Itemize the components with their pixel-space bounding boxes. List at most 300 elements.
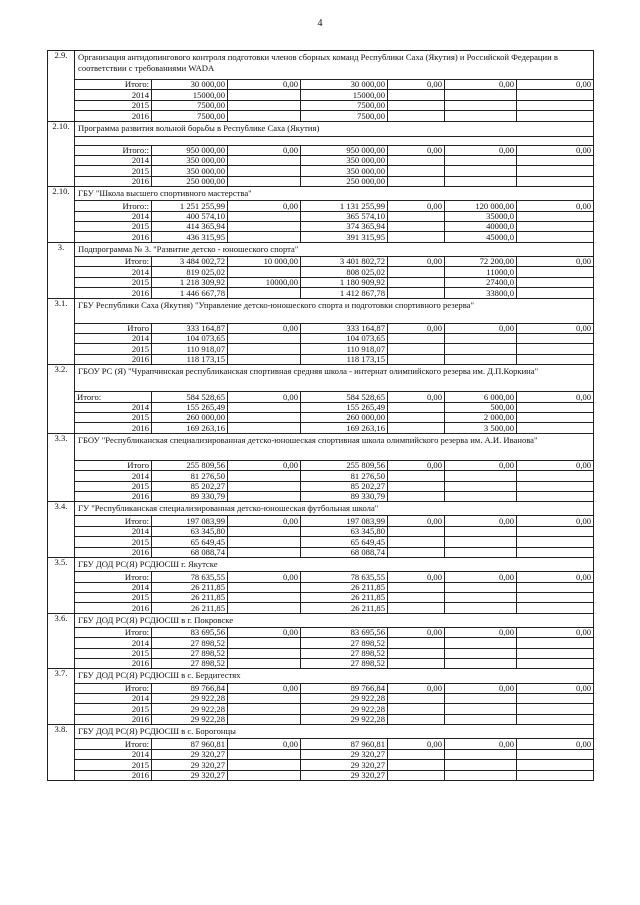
amount-cell-c5: [445, 481, 517, 491]
amount-cell-c2: [228, 222, 301, 232]
amount-cell-c1: 414 365,94: [152, 222, 228, 232]
amount-cell-c1: 83 695,56: [152, 627, 228, 637]
amount-cell-c3: 78 635,55: [301, 572, 388, 582]
total-label: Итого:: [75, 392, 152, 402]
amount-cell-c3: 29 922,28: [301, 694, 388, 704]
section-header-row: [48, 51, 594, 80]
amount-cell-c2: [228, 166, 301, 176]
year-label: 2015: [75, 704, 152, 714]
year-row: [48, 694, 594, 704]
amount-cell-c6: [517, 659, 594, 669]
amount-cell-c3: 27 898,52: [301, 659, 388, 669]
amount-cell-c1: 30 000,00: [152, 80, 228, 90]
amount-cell-c3: 808 025,02: [301, 267, 388, 277]
amount-cell-c5: [445, 704, 517, 714]
amount-cell-c3: 3 401 802,72: [301, 257, 388, 267]
amount-cell-c3: 63 345,80: [301, 526, 388, 536]
amount-cell-c2: [228, 638, 301, 648]
amount-cell-c5: [445, 166, 517, 176]
total-label: Итого: [75, 323, 152, 333]
amount-cell-c4: [388, 547, 445, 557]
amount-cell-c5: [445, 694, 517, 704]
amount-cell-c5: 0,00: [445, 80, 517, 90]
year-label: 2014: [75, 333, 152, 343]
amount-cell-c1: 350 000,00: [152, 166, 228, 176]
amount-cell-c5: 72 200,00: [445, 257, 517, 267]
year-label: 2015: [75, 344, 152, 354]
amount-cell-c6: [517, 176, 594, 186]
amount-cell-c2: [228, 471, 301, 481]
amount-cell-c3: 104 073,65: [301, 333, 388, 343]
year-row: [48, 481, 594, 491]
amount-cell-c5: 0,00: [445, 516, 517, 526]
amount-cell-c6: [517, 277, 594, 287]
year-label: 2014: [75, 90, 152, 100]
amount-cell-c4: [388, 704, 445, 714]
amount-cell-c2: 0,00: [228, 683, 301, 693]
year-label: 2016: [75, 659, 152, 669]
amount-cell-c2: [228, 481, 301, 491]
amount-cell-c5: [445, 547, 517, 557]
year-row: [48, 333, 594, 343]
amount-cell-c4: 0,00: [388, 323, 445, 333]
amount-cell-c6: [517, 211, 594, 221]
total-label: Итого:: [75, 516, 152, 526]
amount-cell-c1: 155 265,49: [152, 402, 228, 412]
amount-cell-c2: 0,00: [228, 739, 301, 749]
amount-cell-c1: 400 574,10: [152, 211, 228, 221]
amount-cell-c4: 0,00: [388, 739, 445, 749]
amount-cell-c5: 0,00: [445, 323, 517, 333]
amount-cell-c3: 584 528,65: [301, 392, 388, 402]
amount-cell-c6: [517, 760, 594, 770]
year-row: [48, 344, 594, 354]
amount-cell-c5: 6 000,00: [445, 392, 517, 402]
amount-cell-c2: [228, 659, 301, 669]
amount-cell-c2: [228, 603, 301, 613]
section-title: Подпрограмма № 3. "Развитие детско - юношеского спорта": [75, 242, 594, 256]
amount-cell-c5: [445, 176, 517, 186]
amount-cell-c3: 26 211,85: [301, 603, 388, 613]
amount-cell-c2: [228, 770, 301, 780]
amount-cell-c3: 15000,00: [301, 90, 388, 100]
year-label: 2015: [75, 222, 152, 232]
amount-cell-c6: [517, 402, 594, 412]
amount-cell-c4: 0,00: [388, 257, 445, 267]
amount-cell-c1: 65 649,45: [152, 537, 228, 547]
amount-cell-c3: 391 315,95: [301, 232, 388, 242]
year-label: 2014: [75, 471, 152, 481]
amount-cell-c5: [445, 491, 517, 501]
amount-cell-c5: 40000,0: [445, 222, 517, 232]
year-label: 2016: [75, 232, 152, 242]
year-label: 2015: [75, 166, 152, 176]
year-label: 2016: [75, 423, 152, 433]
year-row: [48, 90, 594, 100]
amount-cell-c3: 26 211,85: [301, 582, 388, 592]
amount-cell-c1: 29 922,28: [152, 704, 228, 714]
amount-cell-c4: [388, 232, 445, 242]
amount-cell-c4: [388, 592, 445, 602]
amount-cell-c6: [517, 749, 594, 759]
total-row: [48, 201, 594, 211]
year-label: 2014: [75, 267, 152, 277]
amount-cell-c2: 0,00: [228, 392, 301, 402]
amount-cell-c4: 0,00: [388, 80, 445, 90]
amount-cell-c6: [517, 354, 594, 364]
total-row: [48, 627, 594, 637]
year-label: 2016: [75, 288, 152, 298]
amount-cell-c5: 500,00: [445, 402, 517, 412]
section-code: 2.10.: [48, 187, 75, 243]
amount-cell-c3: 255 809,56: [301, 460, 388, 470]
year-row: [48, 176, 594, 186]
amount-cell-c6: [517, 592, 594, 602]
amount-cell-c3: 110 918,07: [301, 344, 388, 354]
amount-cell-c6: [517, 714, 594, 724]
total-label: Итого:: [75, 80, 152, 90]
amount-cell-c5: [445, 603, 517, 613]
amount-cell-c6: 0,00: [517, 145, 594, 155]
amount-cell-c2: [228, 547, 301, 557]
amount-cell-c5: [445, 471, 517, 481]
amount-cell-c3: 118 173,15: [301, 354, 388, 364]
amount-cell-c3: 155 265,49: [301, 402, 388, 412]
amount-cell-c5: [445, 648, 517, 658]
amount-cell-c5: [445, 760, 517, 770]
amount-cell-c6: 0,00: [517, 627, 594, 637]
amount-cell-c6: [517, 526, 594, 536]
amount-cell-c5: [445, 537, 517, 547]
amount-cell-c6: [517, 412, 594, 422]
amount-cell-c1: 255 809,56: [152, 460, 228, 470]
amount-cell-c1: 7500,00: [152, 111, 228, 121]
amount-cell-c4: [388, 222, 445, 232]
amount-cell-c4: [388, 176, 445, 186]
amount-cell-c1: 27 898,52: [152, 648, 228, 658]
year-label: 2015: [75, 277, 152, 287]
year-label: 2015: [75, 481, 152, 491]
amount-cell-c6: [517, 638, 594, 648]
amount-cell-c6: [517, 547, 594, 557]
section-title: ГБУ ДОД РС(Я) РСДЮСШ в г. Покровске: [75, 613, 594, 627]
section-header-row: [48, 502, 594, 516]
amount-cell-c4: [388, 333, 445, 343]
amount-cell-c1: 819 025,02: [152, 267, 228, 277]
year-row: [48, 211, 594, 221]
section-code: 3.8.: [48, 725, 75, 781]
spacer-cell: [75, 136, 594, 145]
amount-cell-c3: 350 000,00: [301, 166, 388, 176]
amount-cell-c4: 0,00: [388, 683, 445, 693]
year-label: 2014: [75, 211, 152, 221]
amount-cell-c4: 0,00: [388, 201, 445, 211]
year-label: 2015: [75, 100, 152, 110]
amount-cell-c4: 0,00: [388, 460, 445, 470]
total-row: [48, 683, 594, 693]
amount-cell-c2: [228, 333, 301, 343]
amount-cell-c6: [517, 481, 594, 491]
amount-cell-c3: 250 000,00: [301, 176, 388, 186]
amount-cell-c6: 0,00: [517, 460, 594, 470]
amount-cell-c6: [517, 333, 594, 343]
year-label: 2014: [75, 694, 152, 704]
year-label: 2016: [75, 491, 152, 501]
total-label: Итого:: [75, 257, 152, 267]
section-header-row: [48, 433, 594, 460]
amount-cell-c4: 0,00: [388, 627, 445, 637]
year-row: [48, 354, 594, 364]
section-code: 2.10.: [48, 121, 75, 187]
year-row: [48, 603, 594, 613]
amount-cell-c2: [228, 100, 301, 110]
amount-cell-c6: [517, 267, 594, 277]
amount-cell-c1: 333 164,87: [152, 323, 228, 333]
amount-cell-c2: 0,00: [228, 516, 301, 526]
amount-cell-c4: [388, 770, 445, 780]
amount-cell-c4: [388, 277, 445, 287]
amount-cell-c6: 0,00: [517, 572, 594, 582]
amount-cell-c3: 27 898,52: [301, 638, 388, 648]
amount-cell-c3: 29 922,28: [301, 704, 388, 714]
amount-cell-c1: 78 635,55: [152, 572, 228, 582]
amount-cell-c4: [388, 714, 445, 724]
amount-cell-c4: [388, 648, 445, 658]
amount-cell-c2: [228, 232, 301, 242]
year-row: [48, 471, 594, 481]
section-title: ГБУ ДОД РС(Я) РСДЮСШ г. Якутске: [75, 558, 594, 572]
amount-cell-c5: 0,00: [445, 460, 517, 470]
total-label: Итого:: [75, 572, 152, 582]
total-row: [48, 460, 594, 470]
amount-cell-c2: 0,00: [228, 460, 301, 470]
amount-cell-c3: 1 131 255,99: [301, 201, 388, 211]
amount-cell-c1: 104 073,65: [152, 333, 228, 343]
page-number: 4: [317, 18, 323, 29]
amount-cell-c2: [228, 267, 301, 277]
amount-cell-c1: 7500,00: [152, 100, 228, 110]
amount-cell-c2: [228, 288, 301, 298]
total-label: Итого::: [75, 145, 152, 155]
amount-cell-c5: 35000,0: [445, 211, 517, 221]
year-row: [48, 537, 594, 547]
amount-cell-c5: [445, 344, 517, 354]
amount-cell-c3: 374 365,94: [301, 222, 388, 232]
amount-cell-c3: 260 000,00: [301, 412, 388, 422]
amount-cell-c6: [517, 232, 594, 242]
amount-cell-c6: [517, 491, 594, 501]
amount-cell-c4: 0,00: [388, 516, 445, 526]
amount-cell-c2: 0,00: [228, 572, 301, 582]
amount-cell-c3: 1 412 867,78: [301, 288, 388, 298]
amount-cell-c1: 118 173,15: [152, 354, 228, 364]
amount-cell-c3: 29 922,28: [301, 714, 388, 724]
amount-cell-c4: [388, 288, 445, 298]
amount-cell-c1: 3 484 002,72: [152, 257, 228, 267]
year-row: [48, 100, 594, 110]
amount-cell-c1: 197 083,99: [152, 516, 228, 526]
year-row: [48, 760, 594, 770]
amount-cell-c4: [388, 166, 445, 176]
amount-cell-c6: [517, 111, 594, 121]
amount-cell-c6: [517, 603, 594, 613]
year-row: [48, 547, 594, 557]
year-label: 2016: [75, 547, 152, 557]
year-label: 2015: [75, 537, 152, 547]
amount-cell-c4: 0,00: [388, 572, 445, 582]
amount-cell-c3: 89 766,84: [301, 683, 388, 693]
total-row: [48, 572, 594, 582]
total-row: [48, 145, 594, 155]
amount-cell-c5: 0,00: [445, 683, 517, 693]
amount-cell-c3: 29 320,27: [301, 770, 388, 780]
amount-cell-c6: [517, 155, 594, 165]
year-row: [48, 111, 594, 121]
amount-cell-c4: [388, 402, 445, 412]
amount-cell-c6: [517, 648, 594, 658]
amount-cell-c1: 26 211,85: [152, 582, 228, 592]
amount-cell-c2: [228, 537, 301, 547]
year-label: 2014: [75, 749, 152, 759]
total-row: [48, 516, 594, 526]
amount-cell-c3: 26 211,85: [301, 592, 388, 602]
amount-cell-c5: 120 000,00: [445, 201, 517, 211]
amount-cell-c3: 7500,00: [301, 100, 388, 110]
amount-cell-c4: [388, 423, 445, 433]
amount-cell-c4: [388, 491, 445, 501]
year-label: 2014: [75, 638, 152, 648]
section-code: 3.2.: [48, 365, 75, 434]
year-label: 2016: [75, 354, 152, 364]
year-row: [48, 267, 594, 277]
amount-cell-c5: [445, 100, 517, 110]
year-label: 2016: [75, 603, 152, 613]
amount-cell-c3: 197 083,99: [301, 516, 388, 526]
year-row: [48, 277, 594, 287]
amount-cell-c5: 3 500,00: [445, 423, 517, 433]
amount-cell-c5: 0,00: [445, 739, 517, 749]
amount-cell-c4: [388, 354, 445, 364]
amount-cell-c3: 365 574,10: [301, 211, 388, 221]
amount-cell-c4: [388, 749, 445, 759]
amount-cell-c6: [517, 582, 594, 592]
amount-cell-c5: [445, 90, 517, 100]
amount-cell-c5: [445, 526, 517, 536]
amount-cell-c1: 89 330,79: [152, 491, 228, 501]
amount-cell-c2: [228, 526, 301, 536]
amount-cell-c6: 0,00: [517, 683, 594, 693]
year-row: [48, 714, 594, 724]
total-row: [48, 80, 594, 90]
amount-cell-c2: 0,00: [228, 145, 301, 155]
amount-cell-c5: 33800,0: [445, 288, 517, 298]
amount-cell-c1: 29 320,27: [152, 770, 228, 780]
amount-cell-c4: [388, 582, 445, 592]
amount-cell-c2: [228, 90, 301, 100]
amount-cell-c6: [517, 704, 594, 714]
amount-cell-c6: [517, 90, 594, 100]
section-title: ГБОУ РС (Я) "Чурапчинская республиканская спортивная средняя школа - интернат олимпийского резерва им. Д.П.Коркина": [75, 365, 594, 392]
amount-cell-c3: 350 000,00: [301, 155, 388, 165]
section-title: Программа развития вольной борьбы в Республике Саха (Якутия): [75, 121, 594, 136]
amount-cell-c6: [517, 222, 594, 232]
year-label: 2014: [75, 402, 152, 412]
amount-cell-c6: [517, 288, 594, 298]
year-row: [48, 749, 594, 759]
amount-cell-c5: [445, 638, 517, 648]
amount-cell-c5: [445, 659, 517, 669]
section-header-row: [48, 242, 594, 256]
amount-cell-c5: 27400,0: [445, 277, 517, 287]
amount-cell-c2: 0,00: [228, 80, 301, 90]
total-label: Итого:: [75, 627, 152, 637]
section-header-row: [48, 669, 594, 683]
section-code: 3.3.: [48, 433, 75, 502]
year-row: [48, 526, 594, 536]
amount-cell-c6: [517, 344, 594, 354]
amount-cell-c4: [388, 111, 445, 121]
year-label: 2015: [75, 648, 152, 658]
amount-cell-c1: 950 000,00: [152, 145, 228, 155]
amount-cell-c1: 29 320,27: [152, 760, 228, 770]
amount-cell-c2: [228, 211, 301, 221]
year-row: [48, 770, 594, 780]
amount-cell-c3: 65 649,45: [301, 537, 388, 547]
amount-cell-c1: 1 446 667,78: [152, 288, 228, 298]
section-code: 3.: [48, 242, 75, 298]
amount-cell-c6: 0,00: [517, 516, 594, 526]
section-code: 3.4.: [48, 502, 75, 558]
amount-cell-c6: 0,00: [517, 323, 594, 333]
year-row: [48, 288, 594, 298]
year-label: 2014: [75, 526, 152, 536]
year-row: [48, 232, 594, 242]
amount-cell-c5: 0,00: [445, 145, 517, 155]
amount-cell-c5: [445, 111, 517, 121]
year-label: 2016: [75, 714, 152, 724]
total-label: Итого:: [75, 683, 152, 693]
amount-cell-c1: 85 202,27: [152, 481, 228, 491]
amount-cell-c3: 333 164,87: [301, 323, 388, 333]
amount-cell-c4: [388, 760, 445, 770]
amount-cell-c1: 350 000,00: [152, 155, 228, 165]
amount-cell-c2: [228, 648, 301, 658]
total-label: Итого::: [75, 201, 152, 211]
amount-cell-c3: 68 088,74: [301, 547, 388, 557]
amount-cell-c5: 0,00: [445, 627, 517, 637]
table-body: [48, 51, 594, 781]
amount-cell-c2: [228, 704, 301, 714]
amount-cell-c2: [228, 412, 301, 422]
year-row: [48, 491, 594, 501]
amount-cell-c5: [445, 333, 517, 343]
total-row: [48, 257, 594, 267]
section-header-row: [48, 187, 594, 201]
amount-cell-c2: [228, 714, 301, 724]
year-label: 2016: [75, 111, 152, 121]
amount-cell-c4: [388, 526, 445, 536]
year-row: [48, 155, 594, 165]
total-row: [48, 739, 594, 749]
amount-cell-c3: 89 330,79: [301, 491, 388, 501]
amount-cell-c2: [228, 354, 301, 364]
section-header-row: [48, 725, 594, 739]
amount-cell-c3: 169 263,16: [301, 423, 388, 433]
section-code: 2.9.: [48, 51, 75, 122]
year-row: [48, 423, 594, 433]
amount-cell-c2: [228, 402, 301, 412]
amount-cell-c6: [517, 423, 594, 433]
